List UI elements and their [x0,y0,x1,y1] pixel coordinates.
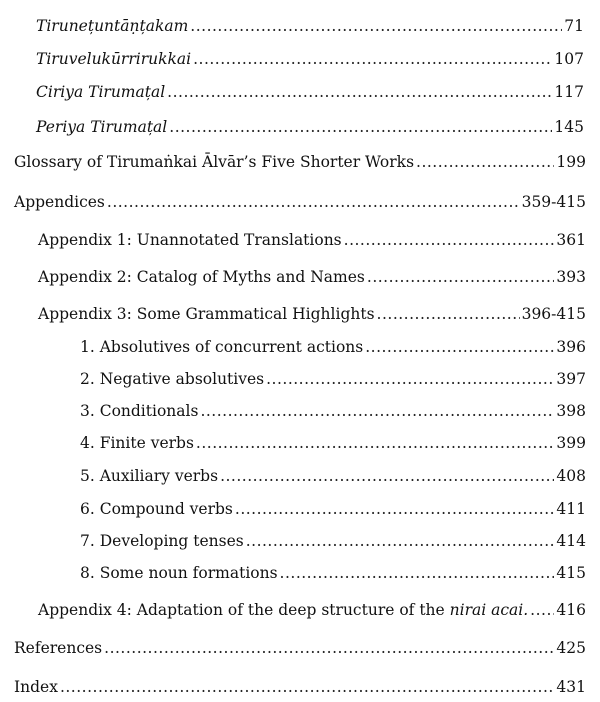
toc-entry [80,397,586,425]
dot-leader [167,78,552,106]
dot-leader [220,462,554,490]
toc-entry [38,263,586,291]
entry-title: Appendix 1: Unannotated Translations [38,231,342,249]
dot-leader [377,300,520,328]
entry-page: 416 [556,601,586,619]
dot-leader [266,365,554,393]
entry-title: 2. Negative absolutives [80,370,265,388]
dot-leader [190,12,562,40]
entry-page: 408 [556,467,586,485]
entry-title: 1. Absolutives of concurrent actions [80,338,364,356]
entry-page: 71 [564,17,584,35]
entry-page: 425 [556,639,586,657]
dot-leader [367,263,555,291]
entry-page: 396-415 [521,305,586,323]
entry-page: 107 [554,50,584,68]
entry-page: 361 [556,231,586,249]
toc-entry [80,462,586,490]
toc-entry [38,226,586,254]
toc-entry [14,188,586,216]
entry-title: Periya Tirumațal [36,118,168,136]
entry-page: 396 [556,338,586,356]
toc-entry [80,429,586,457]
toc-entry [36,78,584,106]
dot-leader [196,429,554,457]
toc-entry [38,596,586,624]
dot-leader [104,634,554,662]
entry-title-emphasis: nirai acai. [449,601,529,619]
toc-entry [80,527,586,555]
toc-entry [80,559,586,587]
entry-title: 7. Developing tenses [80,532,244,550]
dot-leader [365,333,554,361]
toc-entry [14,673,586,701]
dot-leader [344,226,555,254]
entry-page: 411 [556,500,586,518]
entry-title: 4. Finite verbs [80,434,194,452]
entry-title: 6. Compound verbs [80,500,233,518]
entry-page: 145 [554,118,584,136]
entry-title: 5. Auxiliary verbs [80,467,219,485]
entry-title: Appendix 3: Some Grammatical Highlights [38,305,375,323]
dot-leader [235,495,555,523]
toc-entry [14,148,586,176]
entry-page: 393 [556,268,586,286]
toc-entry [80,333,586,361]
toc-entry [14,634,586,662]
toc-entry [36,45,584,73]
dot-leader [246,527,555,555]
entry-title [38,596,528,624]
entry-title: Appendices [14,193,105,211]
entry-page: 399 [556,434,586,452]
dot-leader [530,596,554,624]
entry-title: Appendix 2: Catalog of Myths and Names [38,268,365,286]
entry-title: 8. Some noun formations [80,564,278,582]
dot-leader [416,148,554,176]
toc-entry [36,113,584,141]
entry-page: 415 [556,564,586,582]
dot-leader [60,673,554,701]
entry-title: Tirunețuntāṇțakam [36,17,189,35]
entry-page: 199 [556,153,586,171]
toc-entry [80,495,586,523]
dot-leader [280,559,555,587]
toc-entry [80,365,586,393]
toc-entry [36,12,584,40]
entry-page: 431 [556,678,586,696]
entry-title-text: Appendix 4: Adaptation of the deep structure of the [38,601,450,619]
dot-leader [107,188,520,216]
entry-page: 397 [556,370,586,388]
entry-title: Tiruvelukūrrirukkai [36,50,192,68]
entry-title: Index [14,678,58,696]
entry-title: 3. Conditionals [80,402,199,420]
entry-page: 359-415 [521,193,586,211]
entry-page: 117 [554,83,584,101]
entry-title: Ciriya Tirumațal [36,83,166,101]
entry-page: 414 [556,532,586,550]
entry-title: Glossary of Tirumaṅkai Ālvār’s Five Shorter Works [14,153,415,171]
entry-page: 398 [556,402,586,420]
entry-title: References [14,639,103,657]
dot-leader [169,113,552,141]
dot-leader [193,45,552,73]
dot-leader [200,397,554,425]
toc-entry [38,300,586,328]
